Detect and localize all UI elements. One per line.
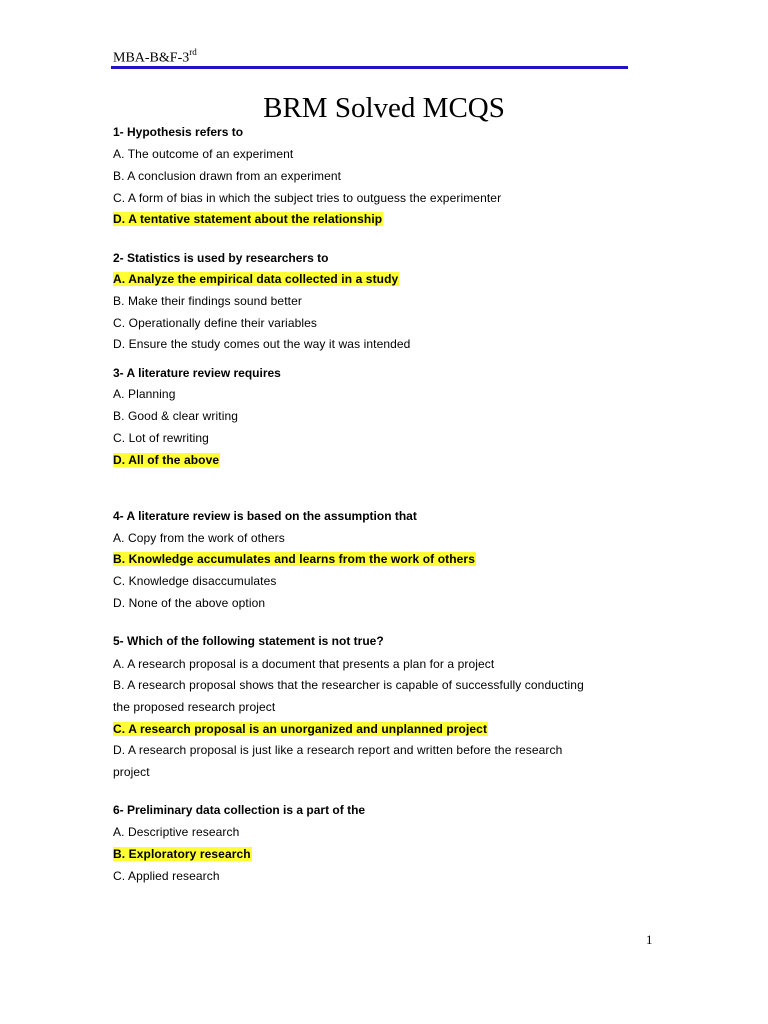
question-5-option-b: B. A research proposal shows that the researcher is capable of successfully conducting xyxy=(113,678,584,692)
question-4: 4- A literature review is based on the assumption that xyxy=(113,509,417,523)
question-5-option-c xyxy=(113,721,488,737)
header-course-superscript: rd xyxy=(189,47,197,57)
question-6-option-b xyxy=(113,846,252,862)
header-course: MBA-B&F-3 xyxy=(113,50,190,66)
question-3-answer-highlight: D. All of the above xyxy=(113,453,220,467)
question-1-option-b: B. A conclusion drawn from an experiment xyxy=(113,169,342,183)
question-2-answer-highlight: A. Analyze the empirical data collected in a study xyxy=(113,272,399,286)
question-4-option-c: C. Knowledge disaccumulates xyxy=(113,574,277,588)
question-4-option-b xyxy=(113,551,476,567)
question-5: 5- Which of the following statement is not true? xyxy=(113,634,384,648)
header-rule xyxy=(111,66,628,69)
document-header xyxy=(113,44,197,68)
question-3-option-b: B. Good & clear writing xyxy=(113,409,239,423)
question-6-option-c: C. Applied research xyxy=(113,869,220,883)
question-5-option-a: A. A research proposal is a document that presents a plan for a project xyxy=(113,657,495,671)
page-title: BRM Solved MCQS xyxy=(263,92,505,124)
question-5-option-d: D. A research proposal is just like a research report and written before the research xyxy=(113,743,563,757)
question-6: 6- Preliminary data collection is a part of the xyxy=(113,803,366,817)
question-4-answer-highlight: B. Knowledge accumulates and learns from the work of others xyxy=(113,552,475,566)
question-5-answer-highlight: C. A research proposal is an unorganized and unplanned project xyxy=(113,722,488,736)
question-4-option-a: A. Copy from the work of others xyxy=(113,531,285,545)
question-5-option-d-continued: project xyxy=(113,765,150,779)
question-3-option-d xyxy=(113,452,220,468)
question-3-option-c: C. Lot of rewriting xyxy=(113,431,209,445)
page-number: 1 xyxy=(646,932,653,947)
question-2: 2- Statistics is used by researchers to xyxy=(113,251,329,265)
question-6-option-a: A. Descriptive research xyxy=(113,825,240,839)
question-2-option-b: B. Make their findings sound better xyxy=(113,294,302,308)
question-1-option-c: C. A form of bias in which the subject tries to outguess the experimenter xyxy=(113,191,502,205)
question-1: 1- Hypothesis refers to xyxy=(113,125,244,139)
question-2-option-c: C. Operationally define their variables xyxy=(113,316,318,330)
question-6-answer-highlight: B. Exploratory research xyxy=(113,847,251,861)
question-2-option-d: D. Ensure the study comes out the way it was intended xyxy=(113,337,411,351)
question-4-option-d: D. None of the above option xyxy=(113,596,266,610)
question-1-option-a: A. The outcome of an experiment xyxy=(113,147,294,161)
question-3: 3- A literature review requires xyxy=(113,366,281,380)
question-1-option-d xyxy=(113,211,383,227)
question-5-option-b-continued: the proposed research project xyxy=(113,700,276,714)
question-1-answer-highlight: D. A tentative statement about the relationship xyxy=(113,212,383,226)
question-3-option-a: A. Planning xyxy=(113,387,176,401)
question-2-option-a xyxy=(113,271,399,287)
